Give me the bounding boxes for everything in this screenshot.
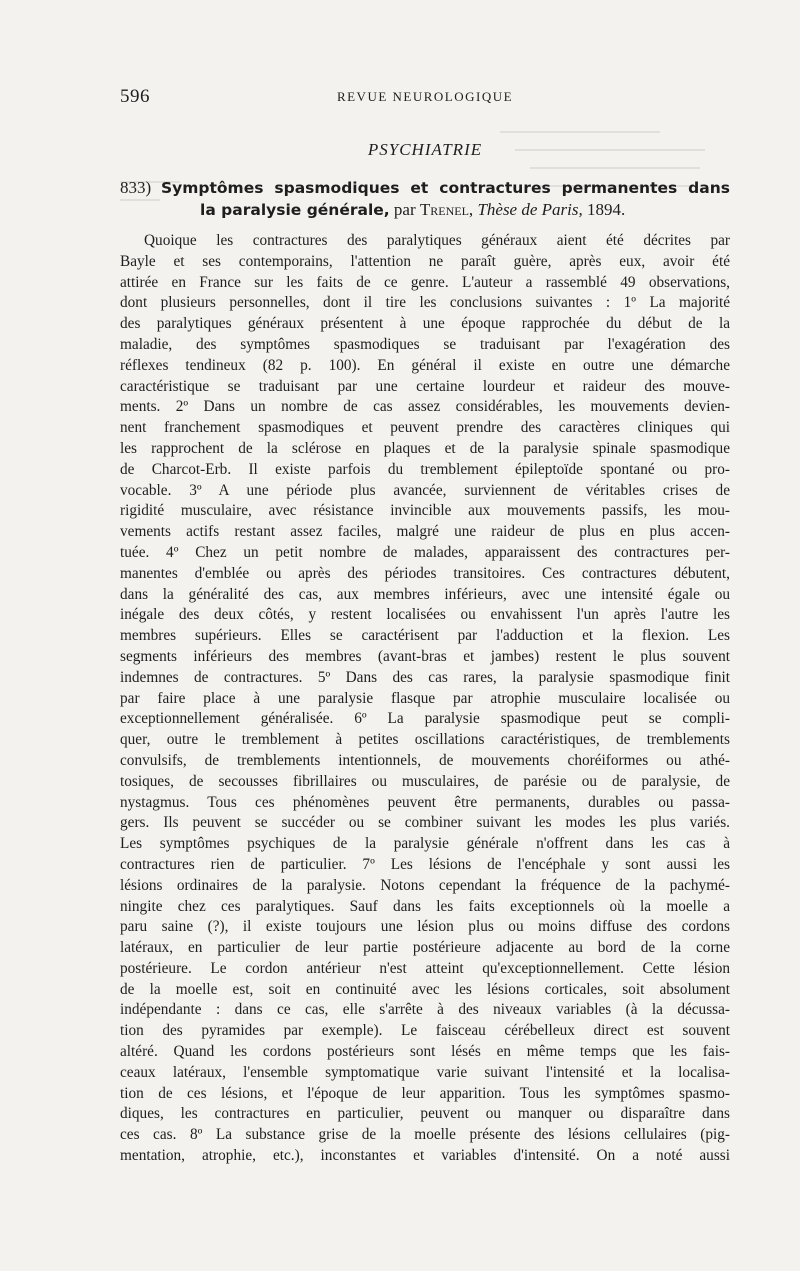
body-line: de la moelle est, soit en continuité avec les lésions corticales, soit absolument: [120, 980, 730, 998]
body-line: indépendante : dans ce cas, elle s'arrête à des niveaux variables (à la décussa-: [120, 1001, 730, 1019]
body-line: dans la généralité des cas, aux membres inférieurs, avec une intensité égale ou: [120, 585, 730, 603]
page-number: 596: [120, 86, 150, 107]
body-line: rigidité musculaire, avec résistance invincible aux mouvements passifs, les mou-: [120, 502, 730, 520]
body-line: membres supérieurs. Elles se caractérisent par l'adduction et la flexion. Les: [120, 627, 730, 645]
body-line: tuée. 4º Chez un petit nombre de malades, apparaissent des contractures per-: [120, 543, 730, 561]
body-line: segments inférieurs des membres (avant-bras et jambes) restent le plus souvent: [120, 647, 730, 665]
body-line: ces cas. 8º La substance grise de la moelle présente des lésions cellulaires (pig-: [120, 1126, 730, 1144]
body-line: exceptionnellement généralisée. 6º La paralysie spasmodique peut se compli-: [120, 710, 730, 728]
section-heading: PSYCHIATRIE: [367, 140, 483, 159]
body-line: Les symptômes psychiques de la paralysie générale n'offrent dans les cas à: [120, 835, 730, 853]
body-line: maladie, des symptômes spasmodiques se traduisant par l'exagération des: [120, 335, 730, 353]
body-line: vocable. 3º A une période plus avancée, surviennent de véritables crises de: [120, 481, 730, 499]
body-line: ningite chez ces paralytiques. Sauf dans les faits exceptionnels où la moelle a: [120, 897, 730, 915]
body-line: paru saine (?), il existe toujours une lésion plus ou moins diffuse des cordons: [120, 918, 730, 936]
body-line: ments. 2º Dans un nombre de cas assez considérables, les mouvements devien-: [120, 398, 730, 416]
title-text-2: la paralysie générale,: [200, 201, 390, 219]
article-title: [120, 177, 730, 221]
body-line: Quoique les contractures des paralytiques généraux aient été décrites par: [144, 232, 730, 249]
body-line: tion de ces lésions, et l'époque de leur apparition. Tous les symptômes spasmo-: [120, 1084, 730, 1102]
body-line: indemnes de contractures. 5º Dans des cas rares, la paralysie spasmodique finit: [120, 668, 730, 686]
body-line: contractures rien de particulier. 7º Les lésions de l'encéphale y sont aussi les: [120, 855, 730, 873]
title-line-1: [120, 177, 730, 199]
body-line: caractéristique se traduisant par une certaine lourdeur et raideur des mouve-: [120, 377, 730, 395]
running-header: [120, 86, 730, 110]
body-line: latéraux, en particulier de leur partie postérieure adjacente au bord de la corne: [120, 939, 730, 957]
body-line: des paralytiques généraux présentent à une époque rapprochée du début de la: [120, 315, 730, 333]
article-body: [120, 231, 730, 1167]
body-line: inégale des deux côtés, y restent localisées ou envahissent l'un après l'autre les: [120, 606, 730, 624]
body-line: manentes d'emblée ou après des périodes transitoires. Ces contractures débutent,: [120, 564, 730, 582]
body-line: quer, outre le tremblement à petites oscillations caractéristiques, de tremblements: [120, 731, 730, 749]
article-number: 833): [120, 178, 152, 197]
body-line: gers. Ils peuvent se succéder ou se combiner suivant les modes les plus variés.: [120, 814, 730, 832]
body-line: convulsifs, de tremblements intentionnels, de mouvements choréiformes ou athé-: [120, 751, 730, 769]
thesis-reference: Thèse de Paris,: [477, 200, 583, 219]
author-name: Trenel,: [419, 200, 474, 219]
body-line: Bayle et ses contemporains, l'attention ne paraît guère, après eux, avoir été: [120, 252, 730, 270]
body-line: réflexes tendineux (82 p. 100). En général il existe en outre une démarche: [120, 356, 730, 374]
body-line: diques, les contractures en particulier, peuvent ou manquer ou disparaître dans: [120, 1105, 730, 1123]
title-text-1: Symptômes spasmodiques et contractures permanentes dans: [160, 179, 730, 197]
body-line: postérieure. Le cordon antérieur n'est atteint qu'exceptionnellement. Cette lésion: [120, 959, 730, 977]
body-line: de Charcot-Erb. Il existe parfois du tremblement épileptoïde spontané ou pro-: [120, 460, 730, 478]
body-line: dont plusieurs personnelles, dont il tire les conclusions suivantes : 1º La majorité: [120, 294, 730, 312]
body-line: nent franchement spasmodiques et peuvent prendre des caractères cliniques qui: [120, 419, 730, 437]
publication-year: 1894.: [586, 200, 626, 219]
body-line: ceaux latéraux, l'ensemble symptomatique varie suivant l'intensité et la localisa-: [120, 1063, 730, 1081]
body-line: tosiques, de secousses fibrillaires ou musculaires, de parésie ou de paralysie, de: [120, 772, 730, 790]
journal-title: REVUE NEUROLOGIQUE: [336, 89, 514, 104]
title-line-2: [120, 199, 730, 221]
body-line: lésions ordinaires de la paralysie. Notons cependant la fréquence de la pachymé-: [120, 876, 730, 894]
body-line: par faire place à une paralysie flasque par atrophie musculaire localisée ou: [120, 689, 730, 707]
byline-prefix: par: [393, 200, 416, 219]
body-line: tion des pyramides par exemple). Le faisceau cérébelleux direct est souvent: [120, 1022, 730, 1040]
body-line: nystagmus. Tous ces phénomènes peuvent être permanents, durables ou passa-: [120, 793, 730, 811]
body-line: vements actifs restant assez faciles, malgré une raideur de plus en plus accen-: [120, 523, 730, 541]
body-line: attirée en France sur les faits de ce genre. L'auteur a rassemblé 49 observations,: [120, 273, 730, 291]
body-line: les rapprochent de la sclérose en plaques et de la paralysie spinale spasmodique: [120, 439, 730, 457]
body-line: altéré. Quand les cordons postérieurs sont lésés en même temps que les fais-: [120, 1043, 730, 1061]
body-line: mentation, atrophie, etc.), inconstantes et variables d'intensité. On a noté aussi: [120, 1147, 730, 1165]
